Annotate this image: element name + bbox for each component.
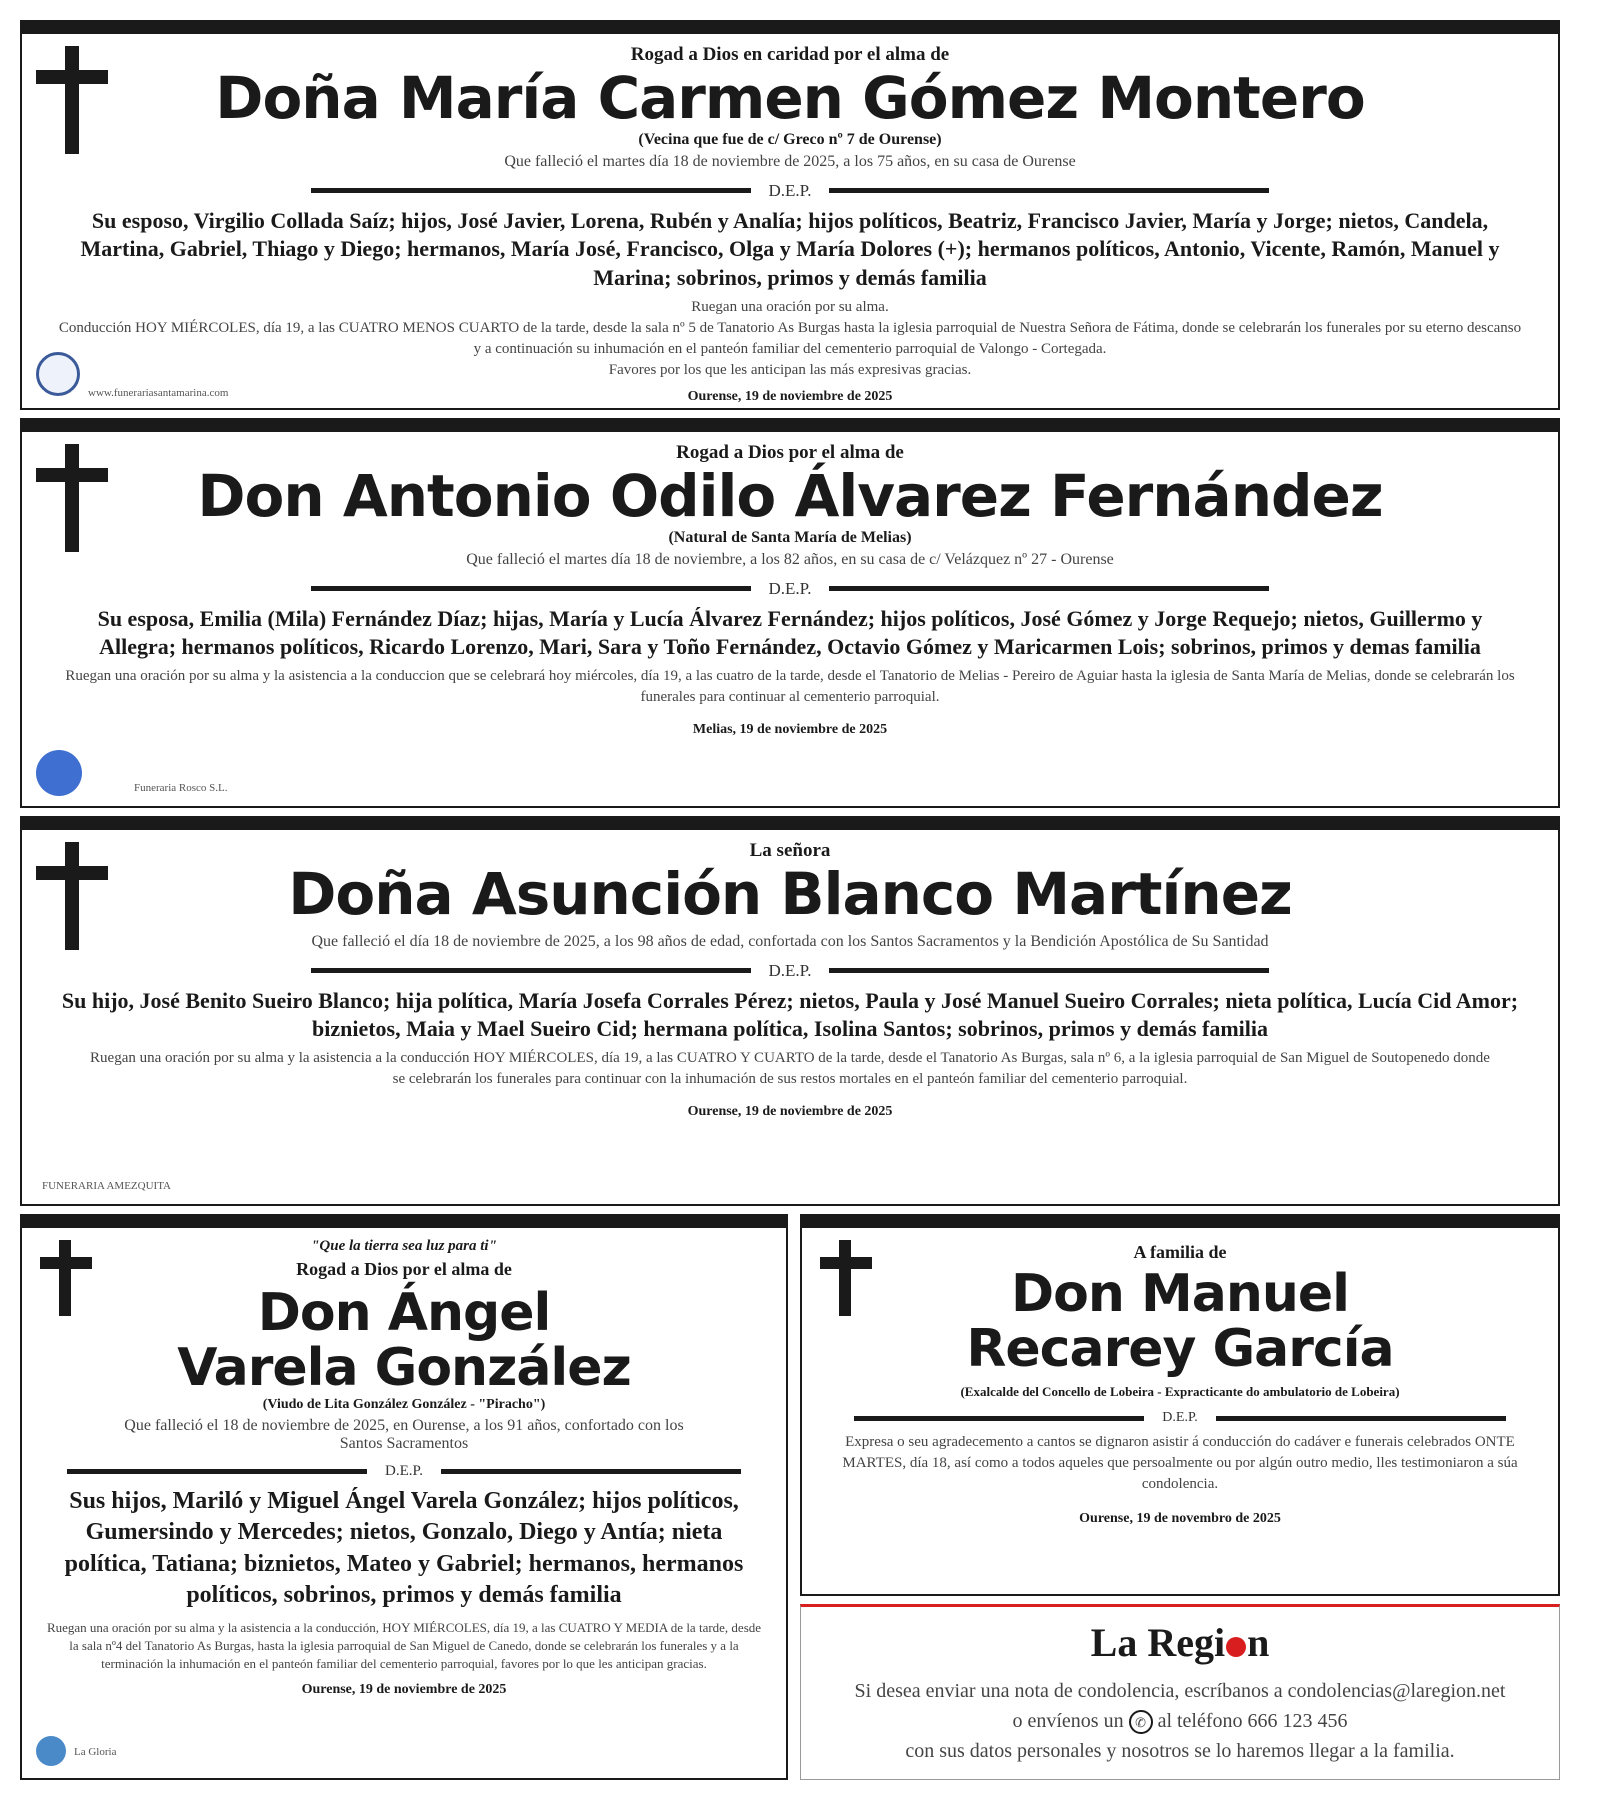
conduction-text: Ruegan una oración por su alma y la asistencia a la conducción HOY MIÉRCOLES, día 19, a las CUATRO Y CUARTO de la tarde, desde el Tanatorio As Burgas, sala nº 6, a la iglesia parroquial de San Miguel de Soutopenedo donde se celebrarán los funerales para continuar con la inhumación de sus restos mortales en el panteón familiar del cementerio parroquial. bbox=[90, 1050, 1490, 1088]
conduction-text: Ruegan una oración por su alma y la asistencia a la conduccion que se celebrará hoy miércoles, día 19, a las cuatro de la tarde, desde el Tanatorio de Melias - Pereiro de Aguiar hasta la iglesia de Santa María de Melias, donde se celebrarán los funerales para continuar al cementerio parroquial. bbox=[65, 668, 1515, 706]
deceased-name: Don Antonio Odilo Álvarez Fernández bbox=[197, 462, 1383, 530]
conduction-text: Ruegan una oración por su alma y la asistencia a la conducción, HOY MIÉRCOLES, día 19, a las CUATRO Y MEDIA de la tarde, desde la sala nº4 del Tanatorio As Burgas, hasta la iglesia parroquial de San Miguel de Canedo, donde se celebrarán los funerales y a la terminación la inhumación en el panteón familiar del cementerio parroquial, favores por lo que les anticipan gracias. bbox=[46, 1619, 762, 1672]
thanks-text: Favores por los que les anticipan las más expresivas gracias. bbox=[608, 361, 972, 378]
family-list: Sus hijos, Mariló y Miguel Ángel Varela González; hijos políticos, Gumersindo y Mercedes; nietos, Gonzalo, Diego y Antía; nieta política, Tatiana; biznietos, Mateo y Gabriel; hermanos, hermanos políticos, sobrinos, primos y demás familia bbox=[64, 1488, 744, 1608]
obituary-notice-5 bbox=[800, 1214, 1560, 1596]
death-info: Que falleció el día 18 de noviembre de 2025, a los 98 años de edad, confortada con los Santos Sacramentos y la Bendición Apostólica de Su Santidad bbox=[311, 932, 1269, 950]
notice-pre: Rogad a Dios por el alma de bbox=[676, 442, 904, 463]
epitaph-quote: "Que la tierra sea luz para ti" bbox=[311, 1238, 497, 1254]
condolence-promo bbox=[800, 1604, 1560, 1780]
notice-date: Ourense, 19 de novembro de 2025 bbox=[1079, 1511, 1281, 1527]
promo-line-1: Si desea enviar una nota de condolencia, escríbanos a condolencias@laregion.net bbox=[854, 1680, 1506, 1702]
obituary-notice-1 bbox=[20, 20, 1560, 410]
cross-icon bbox=[36, 842, 108, 950]
notice-pre: Rogad a Dios en caridad por el alma de bbox=[630, 44, 950, 65]
funeral-home-logo bbox=[36, 750, 82, 796]
dep-divider: D.E.P. bbox=[802, 1410, 1558, 1426]
notice-date: Ourense, 19 de noviembre de 2025 bbox=[687, 1104, 893, 1120]
death-info: Que falleció el martes día 18 de noviembre de 2025, a los 75 años, en su casa de Ourense bbox=[504, 152, 1076, 170]
notice-pre: Rogad a Dios por el alma de bbox=[296, 1259, 512, 1279]
notice-date: Melias, 19 de noviembre de 2025 bbox=[692, 722, 888, 738]
whatsapp-icon: ✆ bbox=[1129, 1710, 1153, 1734]
funeral-home-name: FUNERARIA AMEZQUITA bbox=[42, 1180, 171, 1192]
notice-subtitle: (Vecina que fue de c/ Greco nº 7 de Ourense) bbox=[638, 130, 942, 148]
notice-pre: A familia de bbox=[1133, 1242, 1227, 1262]
funeral-home-logo bbox=[36, 352, 80, 396]
logo-dot bbox=[1226, 1637, 1246, 1657]
obituary-notice-2 bbox=[20, 418, 1560, 808]
funeral-home-name: La Gloria bbox=[74, 1746, 117, 1758]
dep-divider: D.E.P. bbox=[22, 579, 1558, 599]
cross-icon bbox=[820, 1240, 872, 1316]
promo-line-2: o envíenos un ✆ al teléfono 666 123 456 bbox=[801, 1706, 1559, 1736]
obituary-notice-3 bbox=[20, 816, 1560, 1206]
family-list: Su esposa, Emilia (Mila) Fernández Díaz; hijas, María y Lucía Álvarez Fernández; hijos políticos, José Gómez y Jorge Requejo; nietos, Guillermo y Allegra; hermanos políticos, Ricardo Lorenzo, Mari, Sara y Toño Fernández, Octavio Gómez y Maricarmen Lois; sobrinos, primos y demas familia bbox=[97, 605, 1483, 660]
notice-subtitle: (Exalcalde del Concello de Lobeira - Expracticante do ambulatorio de Lobeira) bbox=[960, 1384, 1400, 1400]
conduction-text: Conducción HOY MIÉRCOLES, día 19, a las CUATRO MENOS CUARTO de la tarde, desde la sala nº 5 de Tanatorio As Burgas hasta la iglesia parroquial de Nuestra Señora de Fátima, donde se celebrarán los funerales por su eterno descanso y a continuación su inhumación en el panteón familiar del cementerio parroquial de Valongo - Cortegada. bbox=[58, 319, 1522, 357]
dep-divider: D.E.P. bbox=[22, 1463, 786, 1480]
notice-pre: La señora bbox=[749, 840, 831, 861]
cross-icon bbox=[36, 444, 108, 552]
notice-date: Ourense, 19 de noviembre de 2025 bbox=[687, 388, 893, 404]
prayer-text: Ruegan una oración por su alma. bbox=[691, 298, 889, 315]
dep-divider: D.E.P. bbox=[22, 961, 1558, 981]
dep-divider: D.E.P. bbox=[22, 181, 1558, 201]
deceased-name-line2: Varela González bbox=[177, 1337, 631, 1398]
deceased-name: Doña Asunción Blanco Martínez bbox=[288, 860, 1292, 928]
notice-subtitle: (Viudo de Lita González González - "Piracho") bbox=[262, 1397, 546, 1413]
deceased-name: Doña María Carmen Gómez Montero bbox=[215, 64, 1365, 132]
obituary-notice-4 bbox=[20, 1214, 788, 1780]
notice-subtitle: (Natural de Santa María de Melias) bbox=[668, 528, 912, 546]
family-list: Su hijo, José Benito Sueiro Blanco; hija política, María Josefa Corrales Pérez; nietos, Paula y José Manuel Sueiro Corrales; nieta política, Lucía Cid Amor; biznietos, Maia y Mael Sueiro Cid; hermana política, Isolina Santos; sobrinos, primos y demás familia bbox=[61, 987, 1519, 1042]
deceased-name-line1: Don Ángel bbox=[257, 1283, 551, 1343]
funeral-home-logo bbox=[36, 1736, 66, 1766]
death-info: Que falleció el martes día 18 de noviembre, a los 82 años, en su casa de c/ Velázquez nº 27 - Ourense bbox=[466, 550, 1114, 568]
funeral-home-name: Funeraria Rosco S.L. bbox=[134, 782, 228, 794]
notice-date: Ourense, 19 de noviembre de 2025 bbox=[301, 1681, 507, 1697]
promo-line-3: con sus datos personales y nosotros se lo haremos llegar a la familia. bbox=[905, 1740, 1455, 1762]
funeral-home-url[interactable]: www.funerariasantamarina.com bbox=[88, 387, 229, 399]
cross-icon bbox=[36, 46, 108, 154]
family-list: Su esposo, Virgilio Collada Saíz; hijos, José Javier, Lorena, Rubén y Analía; hijos políticos, Beatriz, Francisco Javier, María y Jorge; nietos, Candela, Martina, Gabriel, Thiago y Diego; hermanos, María José, Francisco, Olga y María Dolores (+); hermanos políticos, Antonio, Vicente, Ramón, Manuel y Marina; sobrinos, primos y demás familia bbox=[80, 207, 1500, 291]
cross-icon bbox=[40, 1240, 92, 1316]
la-region-logo: La Regi n bbox=[1090, 1620, 1270, 1665]
thanks-message: Expresa o seu agradecemento a cantos se dignaron asistir á conducción do cadáver e funerais celebrados ONTE MARTES, día 18, así como a todos aqueles que persoalmente ou por algún outro medio, lles testimoniaron a súa condolencia. bbox=[842, 1434, 1518, 1493]
deceased-name-line1: Don Manuel bbox=[1011, 1264, 1349, 1324]
death-info: Que falleció el 18 de noviembre de 2025, en Ourense, a los 91 años, confortado con los Santos Sacramentos bbox=[124, 1417, 684, 1453]
deceased-name-line2: Recarey García bbox=[966, 1318, 1394, 1379]
